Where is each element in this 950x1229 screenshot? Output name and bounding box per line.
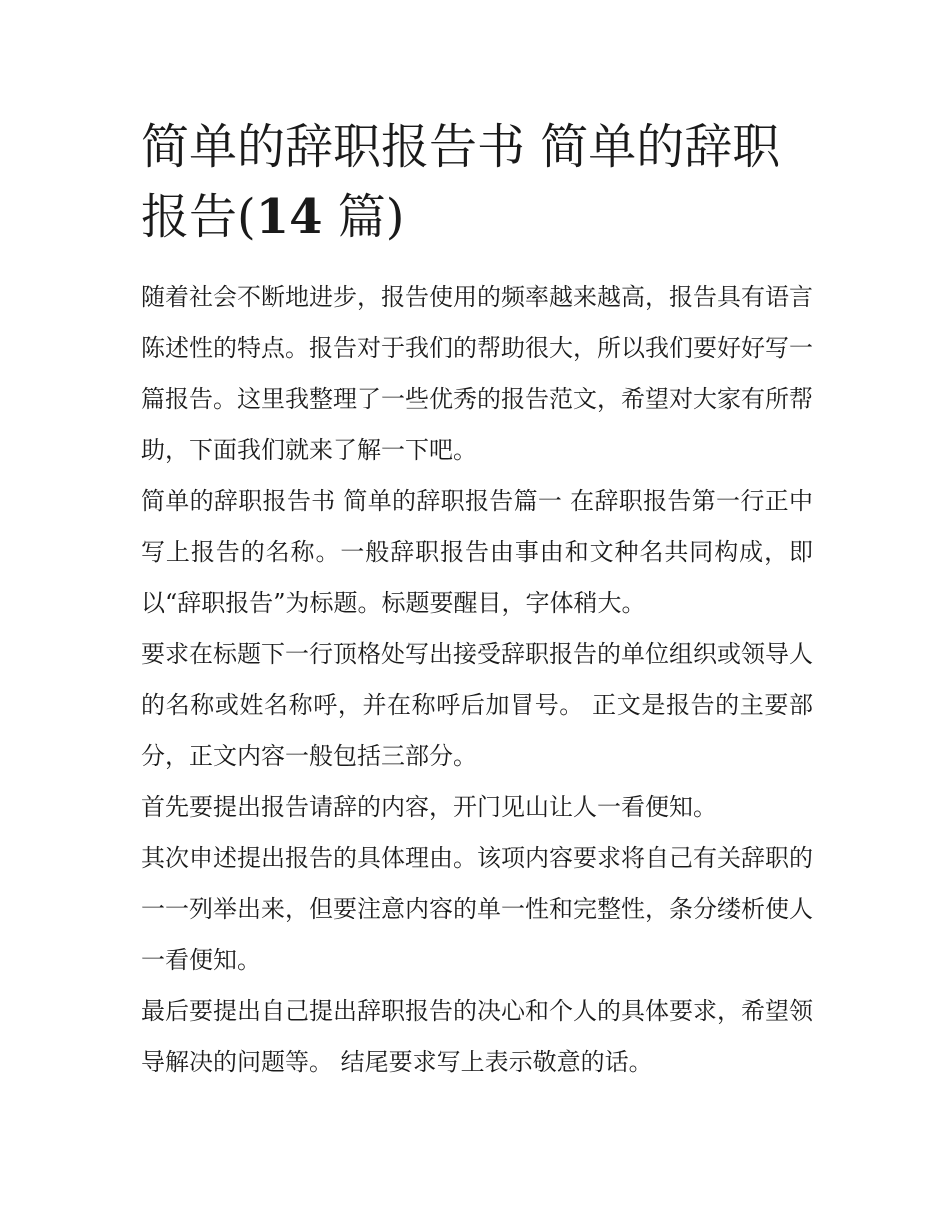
title-number: 14 (255, 189, 323, 245)
document-title (141, 112, 813, 252)
paragraph-title-section: 简单的辞职报告书 简单的辞职报告篇一 在辞职报告第一行正中写上报告的名称。一般辞职报告由事由和文种名共同构成，即以“辞职报告”为标题。标题要醒目，字体稍大。 (141, 487, 813, 617)
title-text: 简单的辞职报告书 简单的辞职报告( (141, 119, 781, 245)
paragraph-last-point: 最后要提出自己提出辞职报告的决心和个人的具体要求，希望领导解决的问题等。 结尾要求写上表示敬意的话。 (141, 997, 813, 1076)
document-content (141, 112, 813, 1088)
title-suffix: 篇) (322, 189, 405, 245)
paragraph-salutation: 要求在标题下一行顶格处写出接受辞职报告的单位组织或领导人的名称或姓名称呼，并在称呼后加冒号。 正文是报告的主要部分，正文内容一般包括三部分。 (141, 640, 813, 770)
paragraph-intro: 随着社会不断地进步，报告使用的频率越来越高，报告具有语言陈述性的特点。报告对于我们的帮助很大，所以我们要好好写一篇报告。这里我整理了一些优秀的报告范文，希望对大家有所帮助，下面我们就来了解一下吧。 (141, 283, 813, 464)
paragraph-second-point: 其次申述提出报告的具体理由。该项内容要求将自己有关辞职的一一列举出来，但要注意内容的单一性和完整性，条分缕析使人一看便知。 (141, 844, 813, 974)
paragraph-first-point: 首先要提出报告请辞的内容，开门见山让人一看便知。 (141, 793, 717, 821)
